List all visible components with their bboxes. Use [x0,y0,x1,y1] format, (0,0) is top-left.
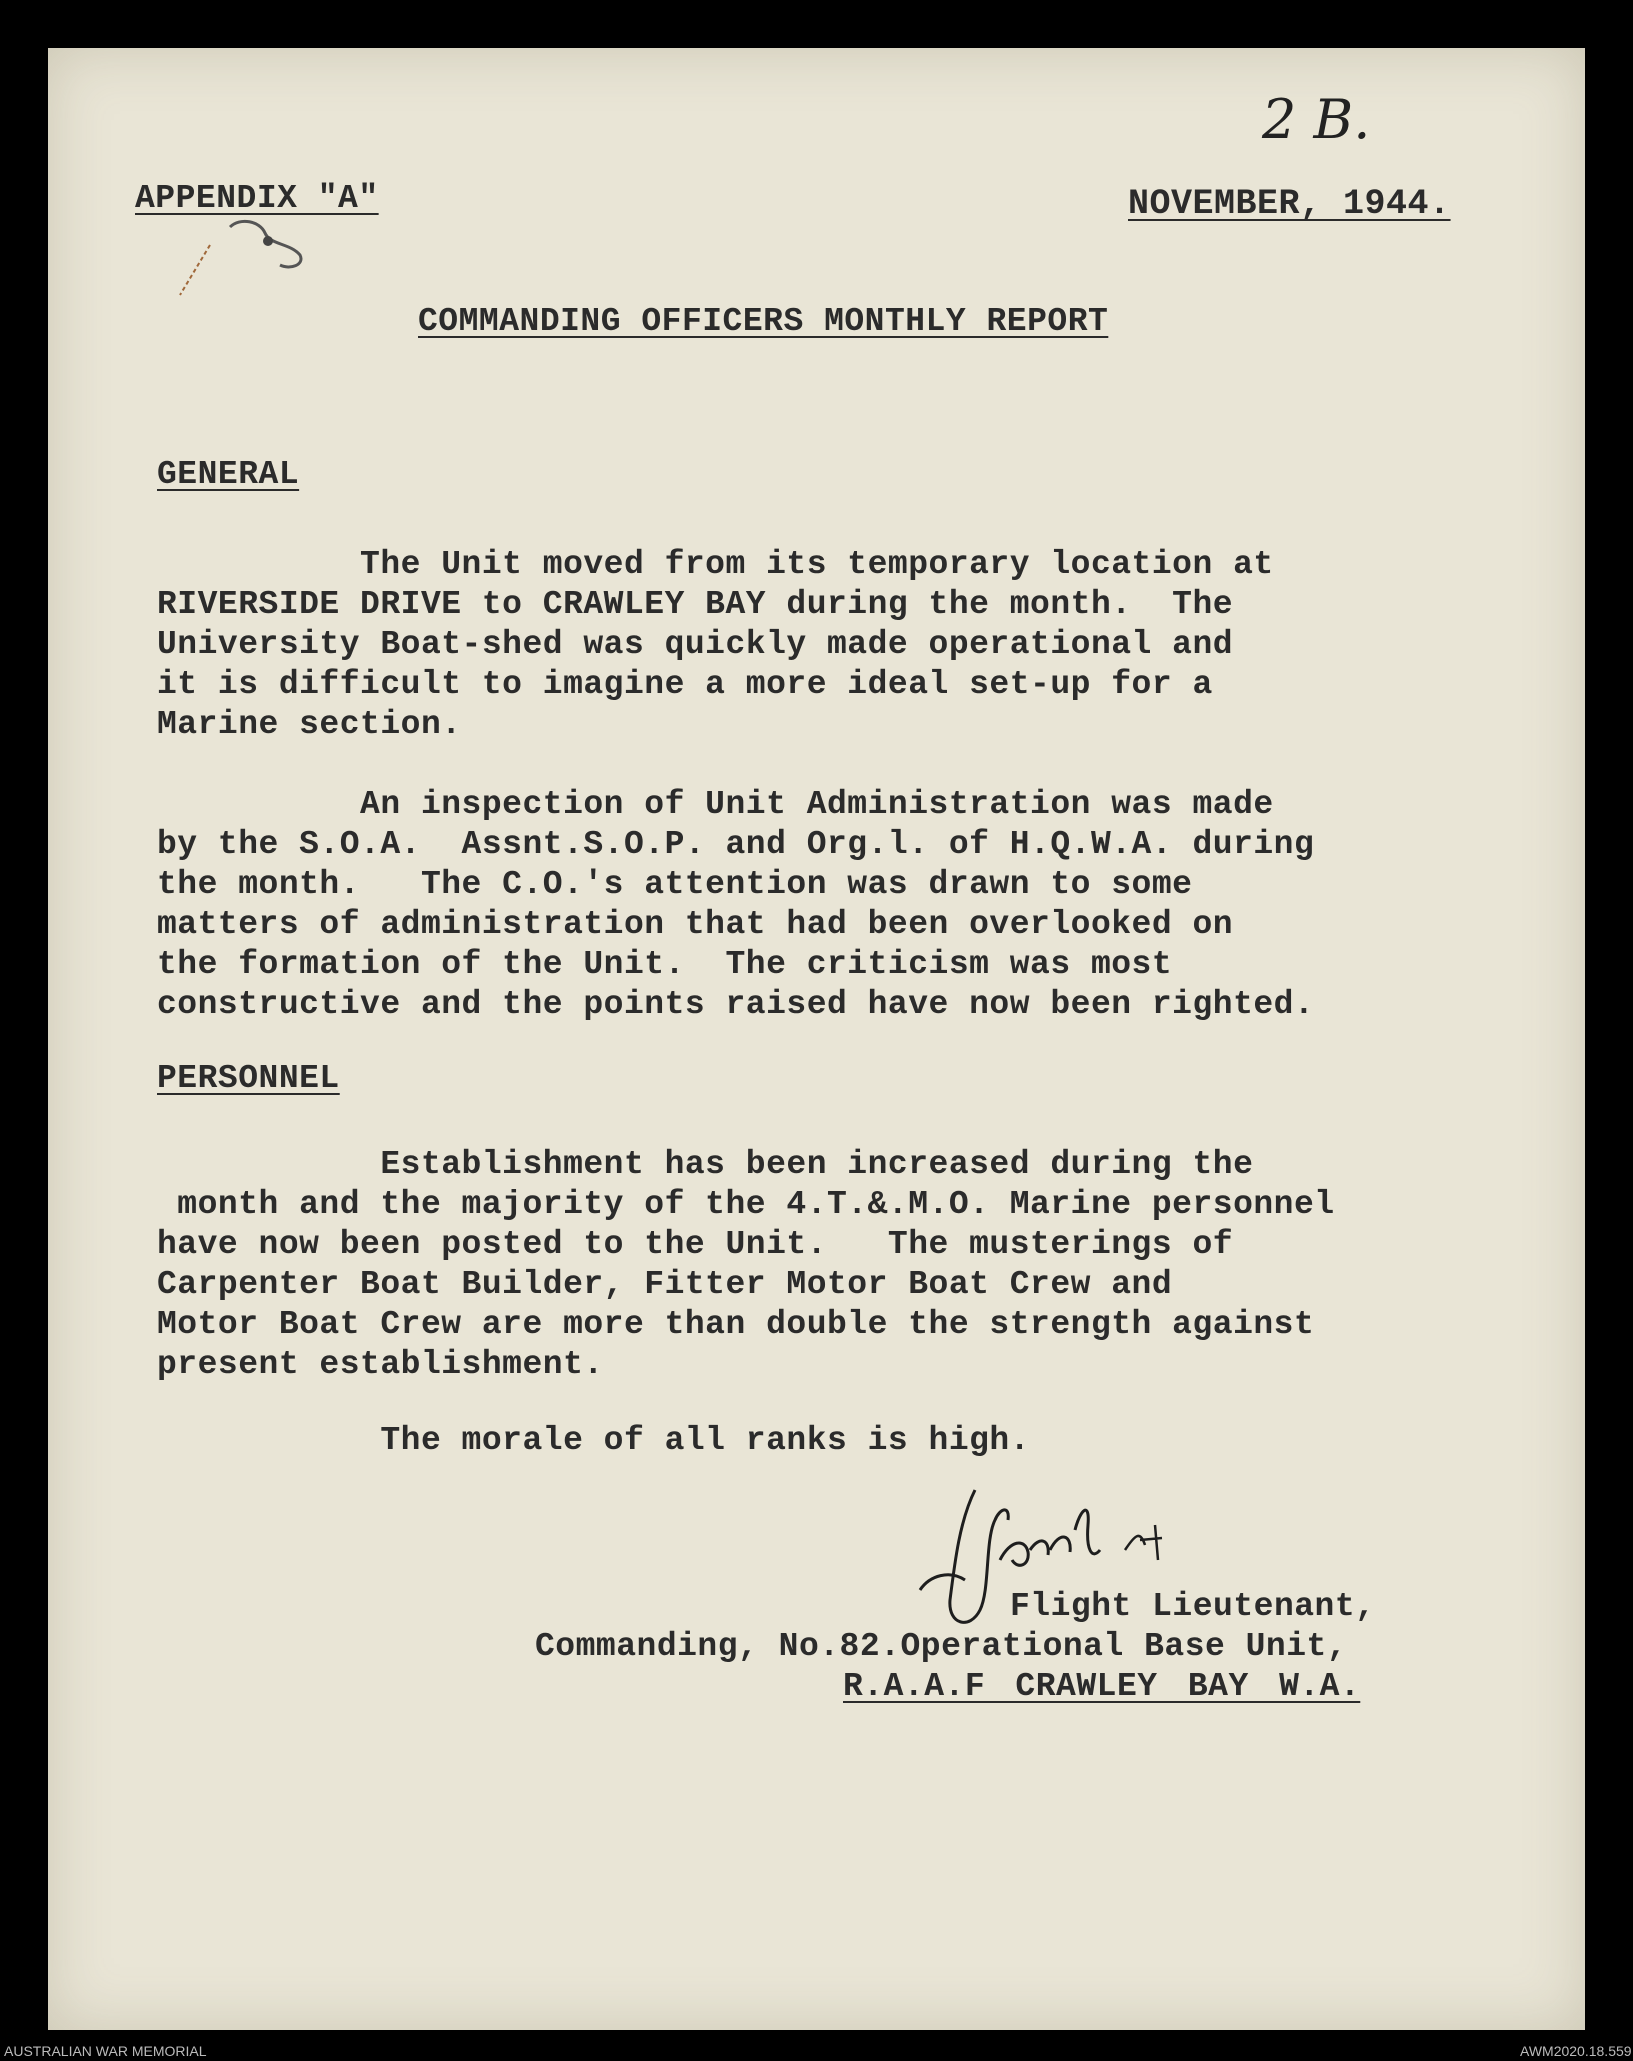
section-heading-general: GENERAL [157,456,300,493]
signatory-location: R.A.A.F CRAWLEY BAY W.A. [843,1668,1361,1705]
text-line: have now been posted to the Unit. The musterings of [157,1226,1234,1263]
text-line: RIVERSIDE DRIVE to CRAWLEY BAY during the month. The [157,586,1234,623]
text-line: University Boat-shed was quickly made operational and [157,626,1234,663]
report-date: NOVEMBER, 1944. [1128,184,1451,224]
section-heading-personnel: PERSONNEL [157,1060,340,1097]
appendix-label: APPENDIX "A" [135,180,379,217]
signatory-rank: Flight Lieutenant, [1010,1588,1376,1625]
text-line: constructive and the points raised have now been righted. [157,986,1315,1023]
footer-left-credit: AUSTRALIAN WAR MEMORIAL [4,2043,207,2059]
text-line: An inspection of Unit Administration was made [157,786,1274,823]
text-line: Carpenter Boat Builder, Fitter Motor Boat Crew and [157,1266,1173,1303]
text-line: Establishment has been increased during the [157,1146,1254,1183]
text-line: Marine section. [157,706,462,743]
text-line: the formation of the Unit. The criticism was most [157,946,1173,983]
text-line: the month. The C.O.'s attention was drawn to some [157,866,1193,903]
text-line: by the S.O.A. Assnt.S.O.P. and Org.l. of H.Q.W.A. during [157,826,1315,863]
paper-tear-mark [170,215,340,305]
corner-note: 2 B. [1262,88,1371,151]
signatory-unit: Commanding, No.82.Operational Base Unit, [535,1628,1348,1665]
document-page [48,48,1585,2030]
text-line: it is difficult to imagine a more ideal set-up for a [157,666,1213,703]
text-line: The Unit moved from its temporary location at [157,546,1274,583]
footer-right-reference: AWM2020.18.559 [1520,2043,1632,2059]
text-line: matters of administration that had been overlooked on [157,906,1234,943]
text-line: present establishment. [157,1346,604,1383]
text-line: Motor Boat Crew are more than double the strength against [157,1306,1315,1343]
text-line: The morale of all ranks is high. [157,1422,1031,1459]
text-line: month and the majority of the 4.T.&.M.O. Marine personnel [157,1186,1335,1223]
report-title: COMMANDING OFFICERS MONTHLY REPORT [418,303,1109,340]
